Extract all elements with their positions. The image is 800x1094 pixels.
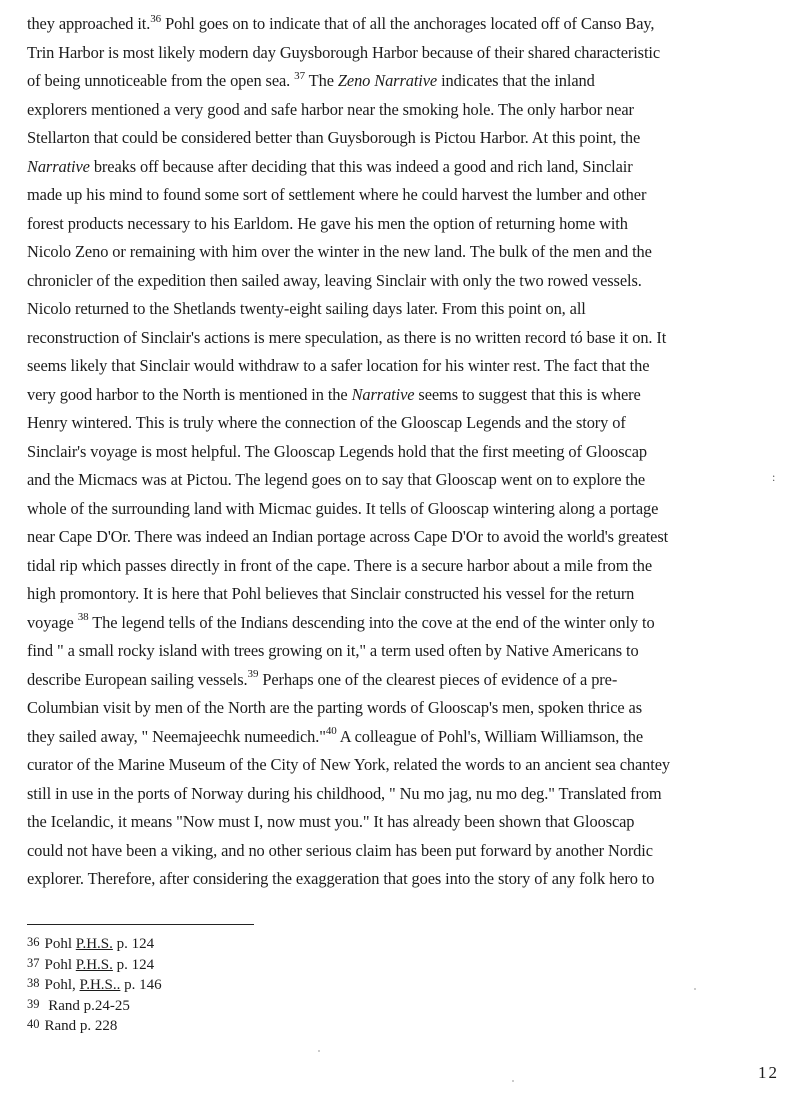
text-line: very good harbor to the North is mentioned in the Narrative seems to suggest that this is where [27, 384, 641, 404]
stray-mark: : [772, 470, 776, 484]
text-line: high promontory. It is here that Pohl believes that Sinclair constructed his vessel for the return [27, 584, 635, 603]
text-line: Trin Harbor is most likely modern day Guysborough Harbor because of their shared characteristic [27, 42, 661, 62]
footnote-ref-36: 36 [150, 12, 162, 25]
scan-speck [512, 1080, 514, 1082]
text-line: Columbian visit by men of the North are the parting words of Glooscap's men, spoken thrice as [27, 698, 643, 717]
text-line: Narrative breaks off because after deciding that this was indeed a good and rich land, Sinclair [27, 156, 633, 176]
text-line: they approached it.$^{36}$ Pohl goes on to indicate that of all the anchorages located off of Canso Bay, [27, 12, 655, 33]
text-line: Nicolo returned to the Shetlands twenty-eight sailing days later. From this point on, all [27, 299, 586, 318]
text-line: Henry wintered. This is truly where the connection of the Glooscap Legends and the story of [27, 413, 626, 432]
scan-speck [694, 988, 696, 990]
footnote-ref-38: 38 [77, 611, 89, 624]
scan-speck [318, 1050, 320, 1052]
footnote-divider [27, 924, 254, 925]
text-line: whole of the surrounding land with Micmac guides. It tells of Glooscap wintering along a portage [27, 498, 659, 518]
footnote-number: 39 [27, 996, 40, 1011]
footnote-ref-37: 37 [294, 69, 305, 82]
text-line: tidal rip which passes directly in front of the cape. There is a secure harbor about a mile from the [27, 555, 653, 575]
footnote: 39 Rand p.24-25 [27, 996, 162, 1017]
text-line: the Icelandic, it means "Now must I, now must you." It has already been shown that Glooscap [27, 812, 635, 831]
italic-title: Narrative [27, 156, 90, 176]
text-line: forest products necessary to his Earldom. He gave his men the option of returning home with [27, 213, 628, 233]
footnote-source: P.H.S. [75, 956, 113, 973]
text-line: made up his mind to found some sort of settlement where he could harvest the lumber and other [27, 185, 647, 204]
footnote-number: 38 [27, 976, 40, 990]
text-line: and the Micmacs was at Pictou. The legend goes on to say that Glooscap went on to explore the [27, 470, 646, 489]
text-line: describe European sailing vessels.$^{39}$ Perhaps one of the clearest pieces of evidence of a pre- [27, 668, 618, 689]
text-line: could not have been a viking, and no other serious claim has been put forward by another Nordic [27, 840, 653, 860]
footnote-number: 37 [27, 955, 40, 970]
footnotes [27, 934, 162, 1037]
text-line: they sailed away, " Neemajeechk numeedich."$^{40}$ A colleague of Pohl's, William Williamson, the [27, 725, 643, 746]
text-line: voyage $^{38}$ The legend tells of the Indians descending into the cove at the end of the winter only to [27, 611, 655, 632]
text-line: near Cape D'Or. There was indeed an Indian portage across Cape D'Or to avoid the world's greatest [27, 527, 669, 546]
footnote-source: P.H.S.. [79, 977, 121, 993]
text-line: explorer. Therefore, after considering the exaggeration that goes into the story of any folk hero to [27, 869, 655, 888]
footnote: 37 Pohl P.H.S. p. 124 [27, 955, 162, 976]
footnote-ref-39: 39 [247, 668, 259, 681]
footnote-source: P.H.S. [75, 936, 113, 952]
footnote-ref-40: 40 [325, 725, 337, 738]
text-line: of being unnoticeable from the open sea. $^{37}$ The Zeno Narrative indicates that the inland [27, 69, 595, 90]
page-number: 12 [758, 1063, 779, 1082]
text-line: seems likely that Sinclair would withdraw to a safer location for his winter rest. The fact that the [27, 356, 650, 375]
text-line: reconstruction of Sinclair's actions is mere speculation, as there is no written record tó base it on. It [27, 327, 667, 347]
text-line: Stellarton that could be considered better than Guysborough is Pictou Harbor. At this point, the [27, 128, 641, 147]
footnote-number: 40 [27, 1017, 40, 1031]
text-line: still in use in the ports of Norway during his childhood, " Nu mo jag, nu mo deg." Translated from [27, 783, 662, 803]
italic-title: Narrative [351, 384, 415, 404]
footnote-number: 36 [27, 935, 40, 949]
footnote: 38 Pohl, P.H.S.. p. 146 [27, 975, 162, 996]
italic-title: Zeno Narrative [337, 71, 438, 90]
text-line: curator of the Marine Museum of the City of New York, related the words to an ancient sea chantey [27, 755, 671, 774]
text-line: Nicolo Zeno or remaining with him over the winter in the new land. The bulk of the men and the [27, 242, 652, 261]
footnote: 36 Pohl P.H.S. p. 124 [27, 934, 162, 955]
body-text [27, 10, 787, 894]
text-line: explorers mentioned a very good and safe harbor near the smoking hole. The only harbor near [27, 99, 634, 119]
text-line: Sinclair's voyage is most helpful. The Glooscap Legends hold that the first meeting of Glooscap [27, 441, 647, 461]
text-line: chronicler of the expedition then sailed away, leaving Sinclair with only the two rowed vessels. [27, 270, 642, 290]
text-line: find " a small rocky island with trees growing on it," a term used often by Native Americans to [27, 641, 639, 660]
footnote: 40 Rand p. 228 [27, 1016, 162, 1037]
